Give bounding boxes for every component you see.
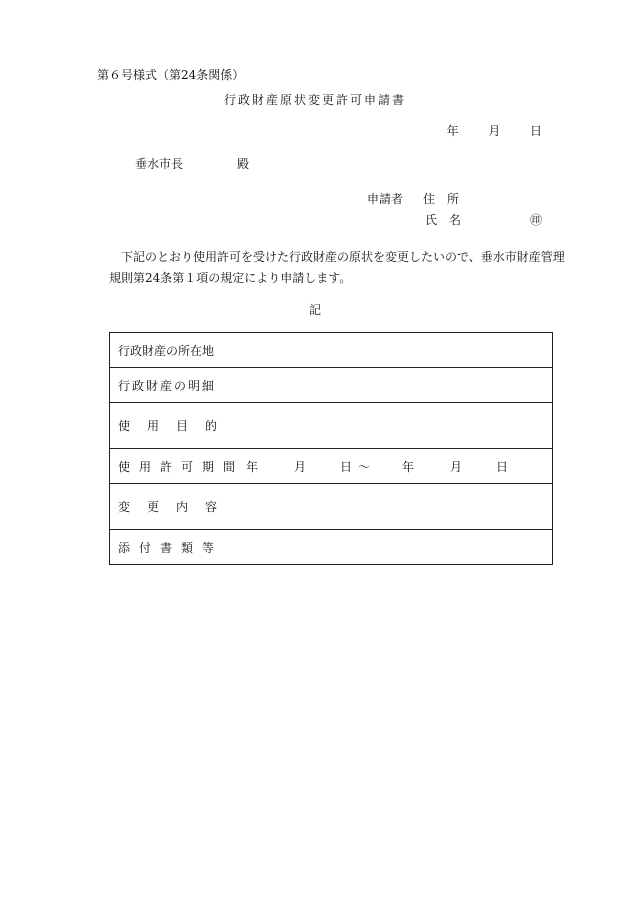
period-tilde: ～	[358, 459, 371, 474]
applicant-name-label: 氏 名	[425, 213, 462, 227]
ki-heading: 記	[308, 303, 321, 317]
applicant-label: 申請者	[367, 192, 404, 206]
row-label-purpose: 使用目的	[110, 403, 553, 449]
period-day-1: 日	[340, 459, 353, 474]
form-number-label: 第６号様式（第24条関係）	[97, 68, 245, 82]
date-year: 年	[446, 124, 459, 138]
row-label-attachments: 添付書類等	[110, 530, 553, 565]
row-label-period: 使用許可期間	[118, 459, 245, 474]
addressee-honorific: 殿	[237, 157, 250, 171]
table-row	[110, 403, 553, 449]
applicant-address-label: 住 所	[423, 192, 460, 206]
period-day-2: 日	[496, 459, 509, 474]
table-row	[110, 449, 553, 484]
table-row	[110, 333, 553, 368]
period-line	[118, 458, 544, 475]
table-row	[110, 484, 553, 530]
seal-mark: ㊞	[530, 213, 543, 227]
date-line	[447, 124, 542, 138]
period-month-2: 月	[450, 459, 463, 474]
application-table	[109, 332, 553, 565]
period-year-1: 年	[246, 459, 259, 474]
table-row	[110, 530, 553, 565]
date-month: 月	[488, 124, 501, 138]
addressee-mayor: 垂水市長	[135, 157, 184, 171]
row-period	[110, 449, 553, 484]
row-label-location: 行政財産の所在地	[110, 333, 553, 368]
date-day: 日	[529, 124, 542, 138]
row-label-changes: 変更内容	[110, 484, 553, 530]
request-body-text: 下記のとおり使用許可を受けた行政財産の原状を変更したいので、垂水市財産管理規則第24条第１項の規定により申請します。	[109, 250, 565, 285]
document-title: 行政財産原状変更許可申請書	[223, 93, 406, 107]
period-year-2: 年	[402, 459, 415, 474]
table-row	[110, 368, 553, 403]
period-month-1: 月	[294, 459, 307, 474]
row-label-details: 行政財産の明細	[110, 368, 553, 403]
